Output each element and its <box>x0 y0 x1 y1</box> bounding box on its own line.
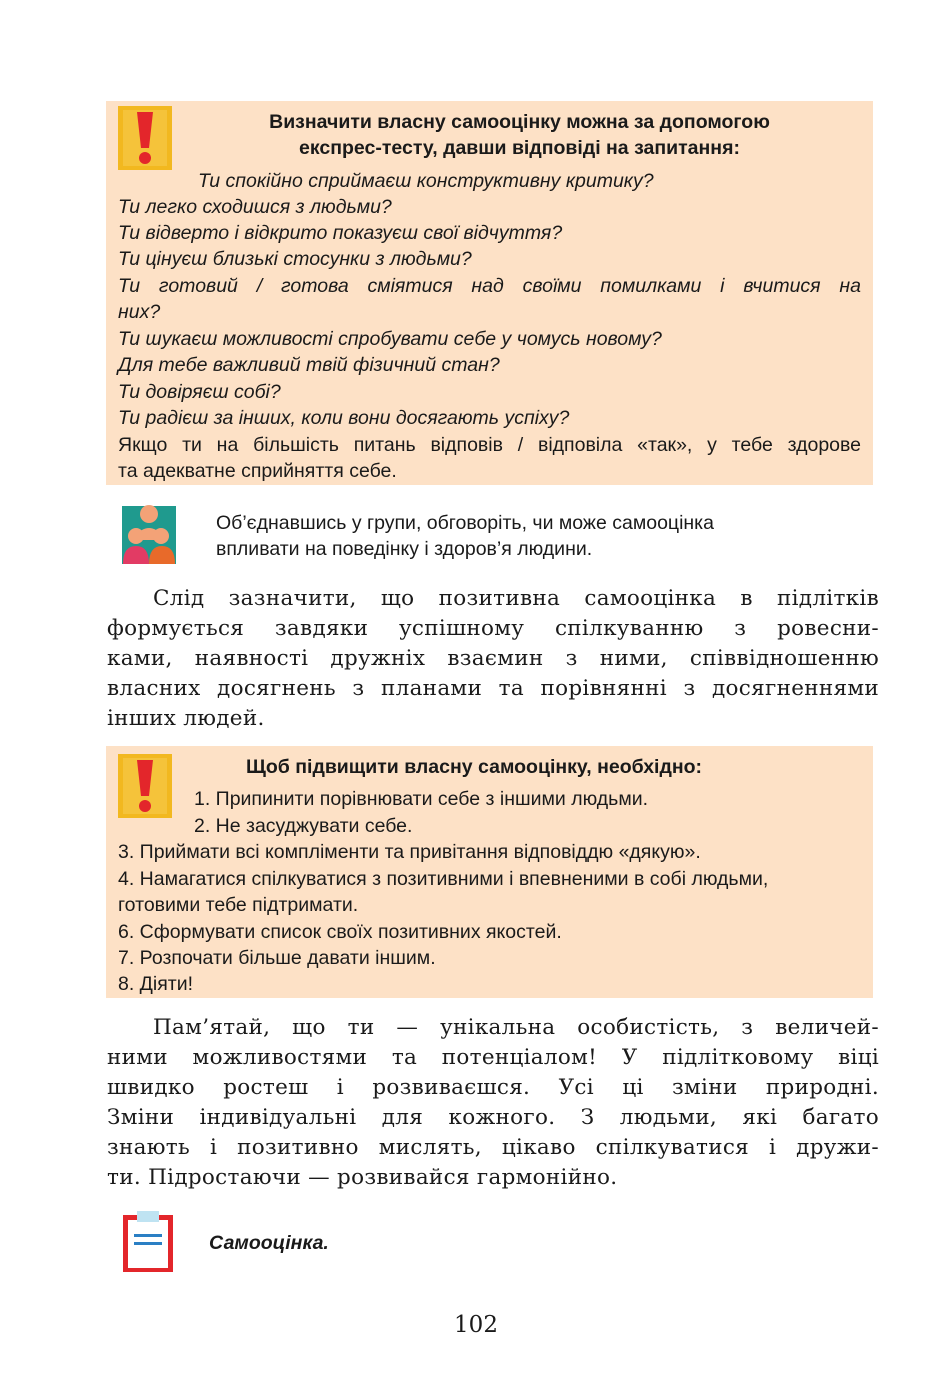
raise-self-esteem-box <box>106 746 873 998</box>
paragraph-2 <box>107 1013 879 1193</box>
question-5-cont: них? <box>118 301 161 323</box>
paragraph-1-line: власних досягнень з планами та порівнянні з досягненнями <box>107 676 879 701</box>
paragraph-2-line: ними можливостями та потенціалом! У підлітковому віці <box>107 1045 879 1070</box>
paragraph-1-line: Слід зазначити, що позитивна самооцінка в підлітків <box>153 586 879 611</box>
paragraph-1 <box>107 584 879 734</box>
conclusion-line-2: та адекватне сприйняття себе. <box>118 460 397 482</box>
self-esteem-test-box <box>106 101 873 485</box>
tip-4: 4. Намагатися спілкуватися з позитивними і впевненими в собі людьми, <box>118 868 769 890</box>
paragraph-2-line: Зміни індивідуальні для кожного. З людьми, які багато <box>107 1105 879 1130</box>
page-number: 102 <box>454 1312 498 1338</box>
question-3: Ти відверто і відкрито показуєш свої відчуття? <box>118 222 563 244</box>
tip-4-cont: готовими тебе підтримати. <box>118 894 359 916</box>
paragraph-2-line: швидко ростеш і розвиваєшся. Усі ці зміни природні. <box>107 1075 879 1100</box>
question-2: Ти легко сходишся з людьми? <box>118 196 392 218</box>
self-assessment-label: Самооцінка. <box>209 1232 329 1254</box>
question-9: Ти радієш за інших, коли вони досягають успіху? <box>118 407 570 429</box>
question-1: Ти спокійно сприймаєш конструктивну критику? <box>198 170 654 192</box>
tip-8: 8. Діяти! <box>118 973 194 995</box>
question-7: Для тебе важливий твій фізичний стан? <box>118 354 500 376</box>
question-8: Ти довіряєш собі? <box>118 381 281 403</box>
question-4: Ти цінуєш близькі стосунки з людьми? <box>118 248 472 270</box>
paragraph-1-line: формується завдяки успішному спілкуванню з ровесни- <box>107 616 879 641</box>
paragraph-2-line: ти. Підростаючи — розвивайся гармонійно. <box>107 1165 618 1190</box>
exclamation-icon <box>118 106 172 170</box>
tip-3: 3. Приймати всі компліменти та привітання відповіддю «дякую». <box>118 841 701 863</box>
question-6: Ти шукаєш можливості спробувати себе у чомусь новому? <box>118 328 662 350</box>
exclamation-icon <box>118 754 172 818</box>
tip-6: 6. Сформувати список своїх позитивних якостей. <box>118 921 562 943</box>
box1-title: Визначити власну самооцінку можна за допомогою експрес-тесту, давши відповіді на запитання: <box>269 111 770 159</box>
paragraph-2-line: знають і позитивно мислять, цікаво спілкуватися і дружи- <box>107 1135 879 1160</box>
clipboard-icon <box>120 1210 176 1274</box>
question-5: Ти готовий / готова сміятися над своїми помилками і вчитися на <box>118 275 861 297</box>
group-task-text: Об’єднавшись у групи, обговоріть, чи може самооцінка впливати на поведінку і здоров’я людини. <box>216 512 714 560</box>
tip-2: 2. Не засуджувати себе. <box>194 815 413 837</box>
paragraph-1-line: ками, наявності дружніх взаємин з ними, співвідношенню <box>107 646 879 671</box>
paragraph-2-line: Пам’ятай, що ти — унікальна особистість, з величей- <box>153 1015 879 1040</box>
conclusion-line-1: Якщо ти на більшість питань відповів / відповіла «так», у тебе здорове <box>118 434 861 456</box>
tip-7: 7. Розпочати більше давати іншим. <box>118 947 436 969</box>
paragraph-1-line: інших людей. <box>107 706 265 731</box>
box2-title: Щоб підвищити власну самооцінку, необхідно: <box>246 756 703 778</box>
group-discussion-icon <box>122 502 176 566</box>
tip-1: 1. Припинити порівнювати себе з іншими людьми. <box>194 788 649 810</box>
